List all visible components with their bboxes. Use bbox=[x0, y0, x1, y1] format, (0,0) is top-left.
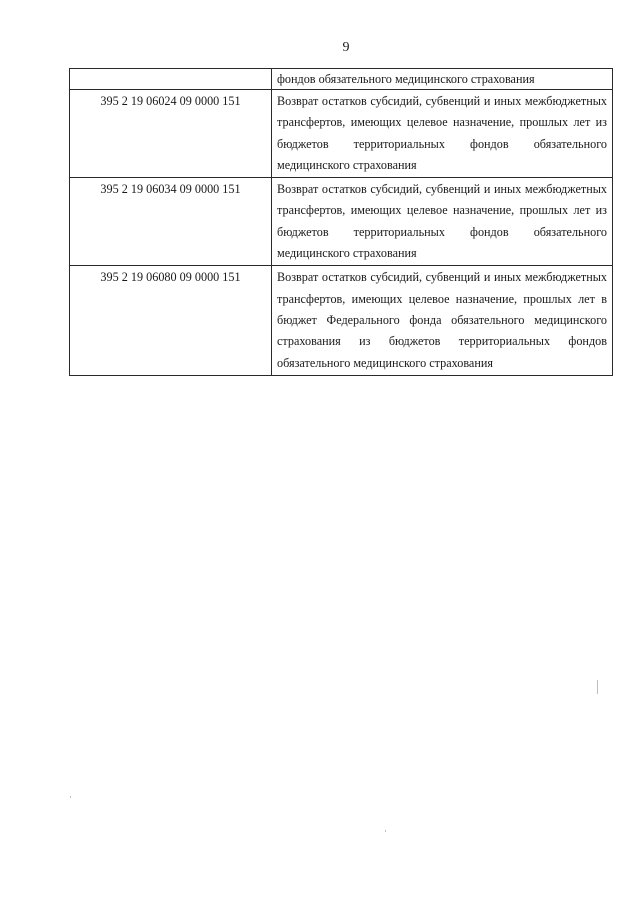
page-number: 9 bbox=[342, 40, 350, 55]
code-cell: 395 2 19 06034 09 0000 151 bbox=[70, 178, 272, 266]
description-cell: Возврат остатков субсидий, субвенций и иных межбюджетных трансфертов, имеющих целевое назначение, прошлых лет в бюджет Федерального фонда обязательного медицинского страхования из бюджетов территориальных фондов обязательного медицинского страхования bbox=[272, 266, 613, 375]
code-cell: 395 2 19 06080 09 0000 151 bbox=[70, 266, 272, 375]
budget-codes-table bbox=[69, 68, 613, 376]
code-cell bbox=[70, 69, 272, 90]
code-cell: 395 2 19 06024 09 0000 151 bbox=[70, 90, 272, 178]
description-cell: Возврат остатков субсидий, субвенций и иных межбюджетных трансфертов, имеющих целевое назначение, прошлых лет из бюджетов территориальных фондов обязательного медицинского страхования bbox=[272, 178, 613, 266]
table-row bbox=[70, 266, 613, 375]
scan-speck bbox=[70, 796, 71, 798]
description-cell: фондов обязательного медицинского страхования bbox=[272, 69, 613, 90]
description-cell: Возврат остатков субсидий, субвенций и иных межбюджетных трансфертов, имеющих целевое назначение, прошлых лет из бюджетов территориальных фондов обязательного медицинского страхования bbox=[272, 90, 613, 178]
scan-speck bbox=[385, 830, 386, 832]
table-row bbox=[70, 178, 613, 266]
table-row-continuation bbox=[70, 69, 613, 90]
scan-speck bbox=[597, 680, 598, 694]
table-row bbox=[70, 90, 613, 178]
